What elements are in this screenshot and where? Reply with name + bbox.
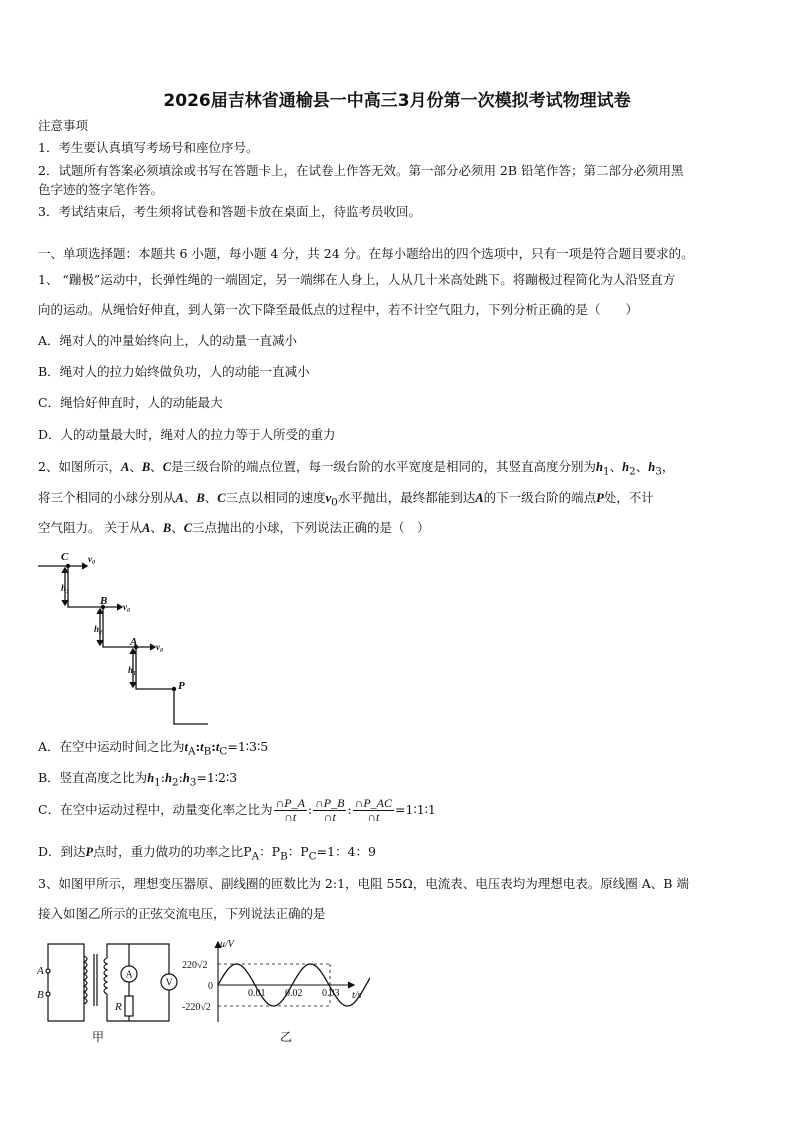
ammeter-icon: A <box>125 969 133 981</box>
q2-stem-line3: 空气阻力。 关于从A、B、C三点抛出的小球，下列说法正确的是（ ） <box>38 520 430 535</box>
fig-label-v0-a: v₀ <box>156 642 164 652</box>
graph-xtick-2: 0.02 <box>285 988 303 999</box>
graph-ymin: -220√2 <box>182 1002 211 1013</box>
fig-label-c: C <box>61 551 69 563</box>
fig-label-h2: h₂ <box>94 624 103 634</box>
q3-stem-line1: 3、如图甲所示，理想变压器原、副线圈的匝数比为 2:1，电阻 55Ω，电流表、电压表均为理想电表。原线圈 A、B 端 <box>38 876 689 891</box>
q1-stem-line1: 1、 “蹦极”运动中，长弹性绳的一端固定，另一端绑在人身上，人从几十米高处跳下。将蹦极过程简化为人沿竖直方 <box>38 272 676 287</box>
fig-label-h1: h₁ <box>128 665 137 675</box>
fig-label-a: A <box>130 636 138 648</box>
notice-item-1: 1．考生要认真填写考场号和座位序号。 <box>38 140 259 155</box>
q2-option-d: D．到达P点时，重力做功的功率之比$P_A$：$P_B$：$P_C=1$：4：9 <box>38 844 376 863</box>
q3-voltage-graph <box>180 938 370 1032</box>
q2-option-c: C．在空中运动过程中，动量变化率之比为 $\frac{\cap P\_A}{\cap t}$ : $\frac{\cap P\_B}{\cap t}$ : $\frac{\cap P\_AC}{\cap t}$ =1∶1∶1 <box>38 796 436 824</box>
circuit-label-r: R <box>115 1001 122 1013</box>
graph-xlabel: t/s <box>352 990 362 1001</box>
notice-item-3: 3．考试结束后，考生须将试卷和答题卡放在桌面上，待监考员收回。 <box>38 204 421 219</box>
fig-label-p: P <box>178 680 185 692</box>
q1-option-a: A．绳对人的冲量始终向上，人的动量一直减小 <box>38 333 298 348</box>
q3-circuit-figure <box>34 936 184 1044</box>
graph-xtick-1: 0.01 <box>248 988 266 999</box>
q2-staircase-figure <box>38 548 213 728</box>
fig-label-v0-c: v₀ <box>88 554 96 564</box>
q2-stem-line1: 2、如图所示，A、B、C是三级台阶的端点位置，每一级台阶的水平宽度是相同的，其竖直高度分别为$h_1$、$h_2$、$h_3$， <box>38 459 675 478</box>
fig-label-h3: h₃ <box>61 583 70 593</box>
notice-heading: 注意事项 <box>38 118 89 133</box>
q2-stem-line2: 将三个相同的小球分别从A、B、C三点以相同的速度$v_0$水平抛出，最终都能到达A的下一级台阶的端点P处，不计 <box>38 490 654 509</box>
figure-caption-jia: 甲 <box>92 1030 105 1044</box>
circuit-label-b: B <box>37 989 44 1001</box>
circuit-label-a: A <box>37 965 44 977</box>
graph-ylabel: u/V <box>220 939 234 950</box>
q1-option-c: C．绳恰好伸直时，人的动能最大 <box>38 395 223 410</box>
page-title: 2026届吉林省通榆县一中高三3月份第一次模拟考试物理试卷 <box>163 91 631 111</box>
q1-stem-line2: 向的运动。从绳恰好伸直，到人第一次下降至最低点的过程中，若不计空气阻力，下列分析正确的是（ ） <box>38 302 639 317</box>
graph-origin: 0 <box>208 981 213 992</box>
fig-label-b: B <box>100 595 108 607</box>
q2-option-a: A．在空中运动时间之比为$t_A:t_B:t_C=1∶3∶5$ <box>38 739 269 758</box>
graph-xtick-3: 0.03 <box>322 988 340 999</box>
q3-stem-line2: 接入如图乙所示的正弦交流电压，下列说法正确的是 <box>38 906 326 921</box>
voltmeter-icon: V <box>165 977 173 989</box>
section-heading: 一、单项选择题：本题共 6 小题，每小题 4 分，共 24 分。在每小题给出的四个选项中，只有一项是符合题目要求的。 <box>38 246 694 261</box>
fig-label-v0-b: v₀ <box>123 602 131 612</box>
graph-ymax: 220√2 <box>182 960 208 971</box>
notice-item-2: 2．试题所有答案必须填涂或书写在答题卡上，在试卷上作答无效。第一部分必须用 2B 铅笔作答；第二部分必须用黑 <box>38 163 684 178</box>
notice-item-2-cont: 色字迹的签字笔作答。 <box>38 182 164 197</box>
q1-option-d: D．人的动量最大时，绳对人的拉力等于人所受的重力 <box>38 427 336 442</box>
figure-caption-yi: 乙 <box>280 1030 293 1044</box>
q1-option-b: B．绳对人的拉力始终做负功，人的动能一直减小 <box>38 364 310 379</box>
q2-option-b: B．竖直高度之比为$h_1:h_2:h_3=1∶2∶3$ <box>38 770 238 789</box>
